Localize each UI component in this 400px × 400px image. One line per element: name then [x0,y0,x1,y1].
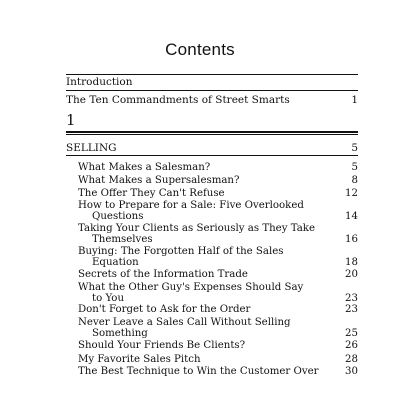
toc-entry-page: 16 [345,234,358,245]
toc-entry [78,304,358,316]
toc-entry-title-continued: to You [92,293,124,304]
toc-entry-title-continued: Something [92,328,148,339]
toc-page: 1 [351,94,358,106]
toc-entry-page: 23 [345,293,358,304]
part-number: 1 [66,111,76,129]
toc-entry-title: The Best Technique to Win the Customer Over [78,366,319,377]
toc-entry-page: 14 [345,211,358,222]
part-heading-page: 5 [351,142,358,154]
toc-entry [78,282,358,305]
toc-entry-title: The Offer They Can't Refuse [78,188,225,199]
part-heading: SELLING [66,142,117,154]
rule-intro [66,90,358,91]
toc-entry-title: Don't Forget to Ask for the Order [78,304,251,315]
toc-entry [78,366,358,378]
toc-entry [78,317,358,340]
toc-entry-title-continued: Questions [92,211,144,222]
toc-entry-page: 8 [351,175,358,186]
toc-entry-title: My Favorite Sales Pitch [78,354,201,365]
toc-entry-title-continued: Themselves [92,234,153,245]
rule-heading [66,155,358,156]
toc-entry-title: Taking Your Clients as Seriously as They Take [78,223,315,234]
toc-entry [78,223,358,246]
toc-entry-title: Secrets of the Information Trade [78,269,248,280]
toc-entry-title: What Makes a Supersalesman? [78,175,240,186]
rule-part-thin [66,134,358,135]
toc-entry-title: Never Leave a Sales Call Without Selling [78,317,291,328]
page-title: Contents [165,40,235,59]
toc-entry-page: 12 [345,188,358,199]
toc-entry-title: Buying: The Forgotten Half of the Sales [78,246,284,257]
toc-entry-page: 20 [345,269,358,280]
toc-entry [78,340,358,352]
toc-entry-page: 18 [345,257,358,268]
toc-entry-title: What the Other Guy's Expenses Should Say [78,282,304,293]
toc-entry [78,162,358,174]
toc-entry-title-continued: Equation [92,257,139,268]
toc-entry-page: 25 [345,328,358,339]
toc-entry-page: 26 [345,340,358,351]
toc-entry-page: 28 [345,354,358,365]
toc-entry [78,246,358,269]
toc-label: Introduction [66,76,133,88]
toc-entry-title: How to Prepare for a Sale: Five Overlooked [78,200,304,211]
toc-entry-page: 30 [345,366,358,377]
toc-label: The Ten Commandments of Street Smarts [66,94,290,106]
rule-part-thick [66,131,358,133]
toc-entry-title: What Makes a Salesman? [78,162,211,173]
toc-entry [78,175,358,187]
toc-entry-page: 23 [345,304,358,315]
toc-entry [78,354,358,366]
rule-top [66,74,358,75]
toc-entry-title: Should Your Friends Be Clients? [78,340,246,351]
toc-entry [78,269,358,281]
toc-entry-page: 5 [351,162,358,173]
toc-entry [78,188,358,200]
toc-entry [78,200,358,223]
